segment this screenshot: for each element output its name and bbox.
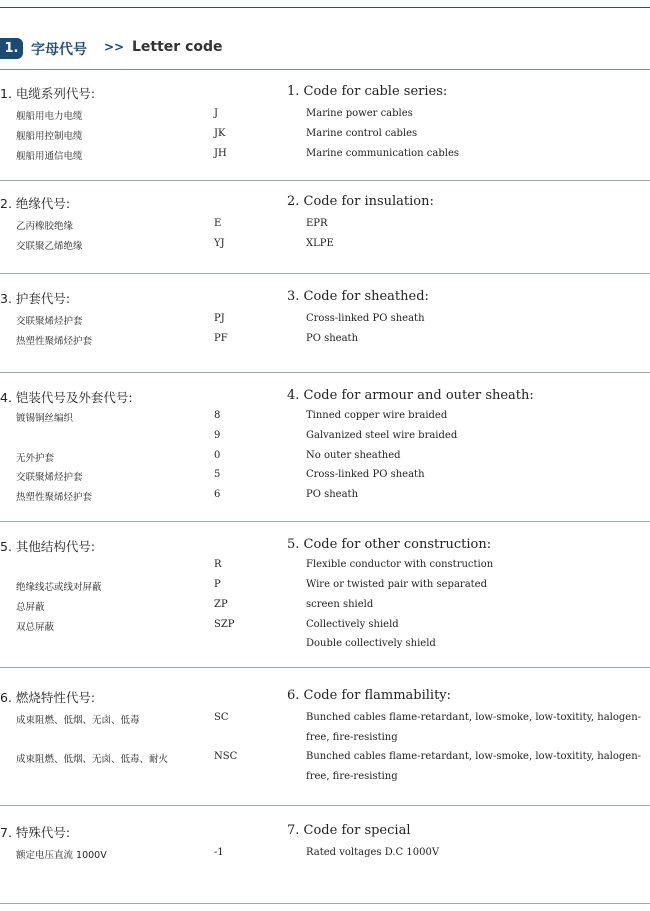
row-label-cn: 绝缘线芯或线对屏蔽 [16, 582, 102, 593]
section-title-en: 1. Code for cable series: [287, 84, 448, 99]
row-code: 0 [214, 450, 221, 461]
section-title-cn: 7. 特殊代号: [0, 825, 71, 840]
row-label-en: Bunched cables flame-retardant, low-smoke, low-toxitity, halogen- [306, 712, 642, 723]
row-code: PF [214, 333, 228, 344]
row-code: 8 [214, 410, 221, 421]
row-label-cn: 舰船用电力电缆 [16, 111, 83, 122]
section-title-cn: 4. 铠装代号及外套代号: [0, 390, 133, 405]
row-label-en: screen shield [306, 599, 374, 610]
row-code: NSC [214, 751, 238, 762]
row-code: 5 [214, 469, 221, 480]
section-divider [0, 667, 650, 668]
row-label-cn: 交联聚乙烯绝缘 [16, 241, 83, 252]
section-number-badge: 1. [0, 38, 23, 59]
section-title-en: 6. Code for flammability: [287, 688, 452, 703]
header-arrows: >> [104, 40, 125, 54]
row-label-en: Marine communication cables [306, 148, 460, 159]
row-code: 9 [214, 430, 221, 441]
row-label-en: PO sheath [306, 489, 359, 500]
row-label-en: Marine control cables [306, 128, 418, 139]
section-divider [0, 180, 650, 181]
row-code: PJ [214, 313, 225, 324]
row-label-en: Galvanized steel wire braided [306, 430, 458, 441]
section-title-en: 5. Code for other construction: [287, 537, 492, 552]
row-label-cn: 热塑性聚烯烃护套 [16, 336, 93, 347]
row-label-cn: 无外护套 [16, 453, 55, 464]
section-title-en: 3. Code for sheathed: [287, 289, 429, 304]
header-title-en: Letter code [132, 39, 223, 55]
row-label-cn: 舰船用通信电缆 [16, 151, 83, 162]
row-label-cn: 双总屏蔽 [16, 622, 55, 633]
section-title-cn: 6. 燃烧特性代号: [0, 690, 96, 705]
row-label-cn: 交联聚烯烃护套 [16, 472, 83, 483]
row-code: YJ [214, 238, 225, 249]
row-label-en: Wire or twisted pair with separated [306, 579, 487, 590]
top-rule [0, 7, 650, 8]
section-title-en: 2. Code for insulation: [287, 194, 434, 209]
row-label-en: Collectively shield [306, 619, 399, 630]
section-title-cn: 1. 电缆系列代号: [0, 86, 96, 101]
row-code: JH [214, 148, 227, 159]
row-label-en: Bunched cables flame-retardant, low-smoke, low-toxitity, halogen- [306, 751, 642, 762]
row-code: -1 [214, 847, 224, 858]
row-label-cn: 镀锡铜丝编织 [16, 413, 74, 424]
row-label-cn: 额定电压直流 1000V [16, 850, 107, 861]
row-code: SZP [214, 619, 235, 630]
row-code: P [214, 579, 221, 590]
row-code: ZP [214, 599, 228, 610]
row-label-cn: 成束阻燃、低烟、无卤、低毒 [16, 715, 140, 726]
row-label-cn: 舰船用控制电缆 [16, 131, 83, 142]
row-label-cn: 成束阻燃、低烟、无卤、低毒、耐火 [16, 754, 169, 765]
row-code: JK [214, 128, 226, 139]
row-code: SC [214, 712, 229, 723]
section-divider [0, 372, 650, 373]
row-label-cn: 交联聚烯烃护套 [16, 316, 83, 327]
row-label-en: PO sheath [306, 333, 359, 344]
row-label-en: No outer sheathed [306, 450, 401, 461]
section-title-cn: 3. 护套代号: [0, 291, 71, 306]
section-divider [0, 273, 650, 274]
bottom-rule [0, 903, 650, 904]
section-title-en: 4. Code for armour and outer sheath: [287, 388, 534, 403]
row-label-en: Double collectively shield [306, 638, 436, 649]
header-rule [0, 69, 650, 70]
row-label-en: EPR [306, 218, 328, 229]
row-label-en: free, fire-resisting [306, 771, 398, 782]
section-title-en: 7. Code for special [287, 823, 411, 838]
header-title-cn: 字母代号 [31, 42, 87, 58]
section-title-cn: 5. 其他结构代号: [0, 539, 96, 554]
section-header [0, 38, 650, 60]
row-label-en: Tinned copper wire braided [306, 410, 448, 421]
row-code: R [214, 559, 222, 570]
row-code: 6 [214, 489, 221, 500]
row-label-en: XLPE [306, 238, 334, 249]
row-label-en: free, fire-resisting [306, 732, 398, 743]
section-title-cn: 2. 绝缘代号: [0, 196, 71, 211]
row-label-cn: 总屏蔽 [16, 602, 45, 613]
row-code: J [214, 108, 219, 119]
section-divider [0, 805, 650, 806]
row-label-en: Flexible conductor with construction [306, 559, 494, 570]
row-label-cn: 热塑性聚烯烃护套 [16, 492, 93, 503]
row-label-cn: 乙丙橡胶绝缘 [16, 221, 74, 232]
row-label-en: Cross-linked PO sheath [306, 313, 425, 324]
section-divider [0, 521, 650, 522]
row-code: E [214, 218, 222, 229]
row-label-en: Rated voltages D.C 1000V [306, 847, 440, 858]
row-label-en: Cross-linked PO sheath [306, 469, 425, 480]
row-label-en: Marine power cables [306, 108, 413, 119]
